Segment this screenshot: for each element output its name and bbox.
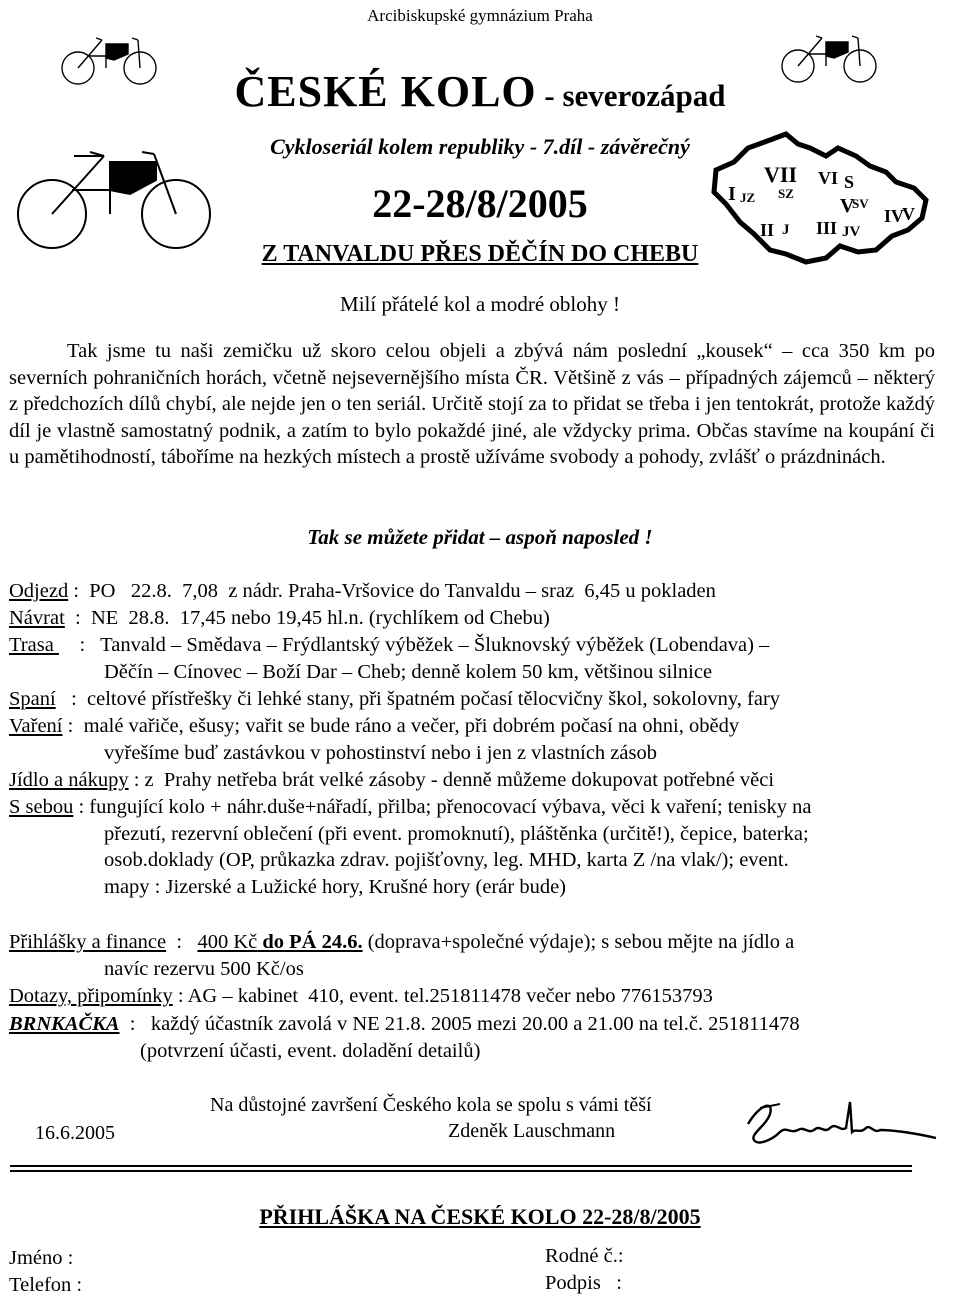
sebou-label: S sebou	[9, 796, 74, 818]
detail-prihlasky	[9, 929, 935, 982]
route-heading: Z TANVALDU PŘES DĚČÍN DO CHEBU	[261, 241, 699, 267]
greeting: Milí přátelé kol a modré oblohy !	[340, 292, 620, 316]
map-label-9: IV	[884, 206, 905, 226]
jidlo-label: Jídlo a nákupy	[9, 769, 129, 791]
page-title	[0, 66, 960, 117]
prihlasky-value-2: navíc rezervu 500 Kč/os	[104, 957, 304, 980]
field-podpis[interactable]: Podpis :	[545, 1272, 622, 1294]
map-label-1: I	[728, 183, 736, 205]
detail-dotazy	[9, 983, 935, 1010]
sebou-value-4: mapy : Jizerské a Lužické hory, Krušné hory (erár bude)	[104, 875, 567, 898]
vareni-label: Vaření	[9, 715, 63, 737]
map-label-10: V	[902, 204, 915, 224]
map-label-6: S	[844, 172, 855, 192]
document-date: 16.6.2005	[35, 1122, 115, 1144]
event-dates: 22-28/8/2005	[372, 181, 588, 226]
vareni-value-2: vyřešíme buď zastávkou v pohostinství nebo i jen z vlastních zásob	[104, 741, 657, 764]
signature-icon	[740, 1094, 940, 1158]
trasa-value-1: : Tanvald – Smědava – Frýdlantský výběžek – Šluknovský výběžek (Lobendava) –	[58, 634, 770, 656]
dotazy-label: Dotazy, připomínky	[9, 985, 173, 1007]
detail-odjezd	[9, 578, 935, 605]
map-label-12: J	[782, 222, 790, 238]
navrat-value: : NE 28.8. 17,45 nebo 19,45 hl.n. (rychlíkem od Chebu)	[64, 607, 550, 629]
jidlo-value: : z Prahy netřeba brát velké zásoby - denně můžeme dokupovat potřebné věci	[128, 769, 775, 791]
detail-spani	[9, 686, 935, 713]
brnkacka-label: BRNKAČKA	[9, 1013, 120, 1035]
field-telefon[interactable]: Telefon :	[9, 1274, 83, 1296]
field-jmeno[interactable]: Jméno :	[9, 1247, 74, 1269]
prihlasky-rest: (doprava+společné výdaje); s sebou mějte na jídlo a	[362, 931, 795, 953]
odjezd-label: Odjezd	[9, 580, 69, 602]
field-rodne-cislo[interactable]: Rodné č.:	[545, 1245, 624, 1267]
form-title: PŘIHLÁŠKA NA ČESKÉ KOLO 22-28/8/2005	[259, 1204, 701, 1229]
trasa-value-2: Děčín – Cínovec – Boží Dar – Cheb; denně kolem 50 km, většinou silnice	[104, 660, 713, 683]
map-label-8: SV	[852, 196, 869, 211]
odjezd-value: : PO 22.8. 7,08 z nádr. Praha-Vršovice do Tanvaldu – sraz 6,45 u pokladen	[68, 580, 716, 602]
dotazy-value: : AG – kabinet 410, event. tel.251811478 večer nebo 776153793	[172, 985, 713, 1007]
map-label-14: JV	[842, 224, 861, 240]
map-label-2: JZ	[740, 190, 756, 205]
detail-vareni	[9, 713, 935, 766]
brnkacka-value-1: : každý účastník zavolá v NE 21.8. 2005 mezi 20.00 a 21.00 na tel.č. 251811478	[119, 1013, 800, 1035]
map-label-13: III	[816, 218, 838, 238]
intro-paragraph: Tak jsme tu naši zemičku už skoro celou objeli a zbývá nám poslední „kousek“ – cca 350 km po severních pohraničních horách, včetně nejsevernějšího místa ČR. Většině z vás – případných zájemců – některý z předchozích dílů chybí, ale nejde jen o ten seriál. Určitě stojí za to přidat se třeba i jen tentokrát, protože každý díl je vlastně samostatný podnik, a zatím to bylo pokaždé jiné, ale vždycky prima. Občas stavíme na koupání či u pamětihodností, táboříme na hezkých místech a prostě užíváme svobody a pohody, zvlášť o prázdninách.	[9, 340, 935, 469]
closing-text: Na důstojné završení Českého kola se spolu s vámi těší	[210, 1094, 652, 1116]
map-label-3: SZ	[778, 186, 794, 201]
detail-jidlo	[9, 767, 935, 794]
detail-navrat	[9, 605, 935, 632]
navrat-label: Návrat	[9, 607, 65, 629]
brnkacka-value-2: (potvrzení účasti, event. doladění detailů)	[140, 1039, 481, 1062]
divider-line-1	[10, 1165, 912, 1167]
map-label-5: VI	[818, 168, 839, 188]
spani-value: : celtové přístřešky či lehké stany, při špatném počasí tělocvičny škol, sokolovny, fary	[55, 688, 781, 710]
map-label-7: V	[840, 195, 855, 217]
vareni-value-1: : malé vařiče, ešusy; vařit se bude ráno a večer, při dobrém počasí na ohni, obědy	[62, 715, 740, 737]
subtitle: Cykloseriál kolem republiky - 7.díl - závěrečný	[270, 134, 690, 159]
prihlasky-deadline: do PÁ 24.6.	[257, 931, 363, 953]
map-label-4: VII	[764, 162, 798, 187]
sebou-value-1: : fungující kolo + náhr.duše+nářadí, přilba; přenocovací výbava, věci k vaření; tenisky na	[73, 796, 812, 818]
divider-line-2	[10, 1170, 912, 1172]
spani-label: Spaní	[9, 688, 56, 710]
prihlasky-label: Přihlášky a finance	[9, 931, 167, 953]
detail-sebou	[9, 794, 935, 900]
sebou-value-3: osob.doklady (OP, průkazka zdrav. pojišťovny, leg. MHD, karta Z /na vlak/); event.	[104, 849, 789, 872]
title-suffix: - severozápad	[536, 78, 726, 113]
author-name: Zdeněk Lauschmann	[448, 1120, 616, 1142]
detail-trasa	[9, 632, 935, 685]
detail-brnkacka	[9, 1011, 935, 1064]
prihlasky-amount: 400 Kč	[197, 931, 258, 953]
title-main: ČESKÉ KOLO	[234, 67, 537, 116]
trasa-label: Trasa	[9, 634, 59, 656]
school-name: Arcibiskupské gymnázium Praha	[367, 6, 593, 25]
callout: Tak se můžete přidat – aspoň naposled !	[307, 525, 653, 549]
prihlasky-colon: :	[166, 931, 198, 953]
sebou-value-2: přezutí, rezervní oblečení (při event. promoknutí), pláštěnka (určitě!), čepice, baterka;	[104, 822, 809, 845]
map-label-11: II	[760, 220, 775, 240]
